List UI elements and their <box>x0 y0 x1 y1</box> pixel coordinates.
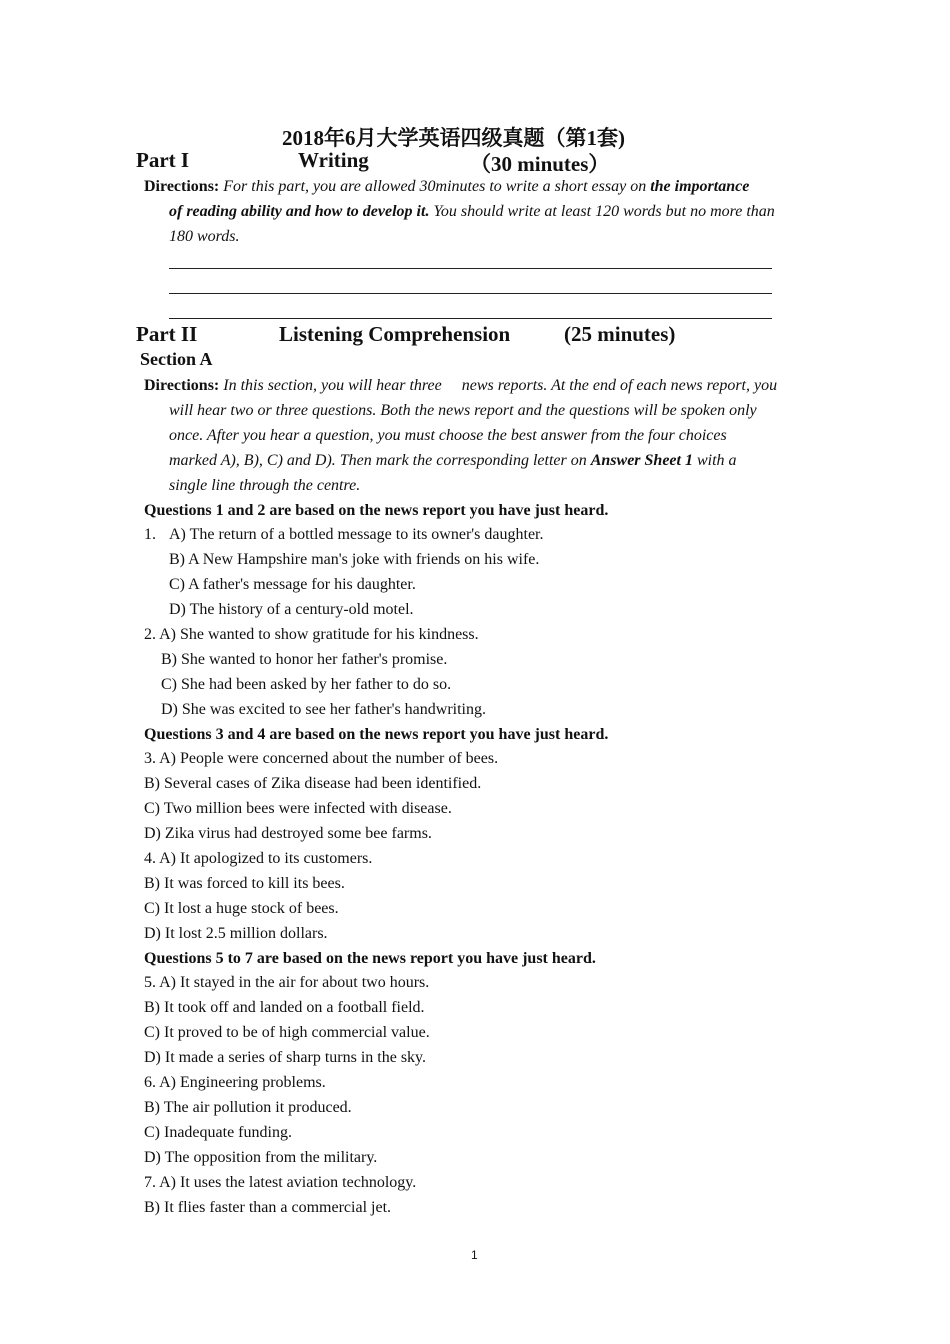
writing-line <box>169 293 772 294</box>
directions-text: For this part, you are allowed 30minutes to write a short essay on <box>223 178 647 195</box>
part1-label: Part I <box>136 148 190 172</box>
part1-directions-line3: 180 words. <box>169 228 240 245</box>
answer-option: C) Two million bees were infected with disease. <box>144 800 452 817</box>
part2-label: Part II <box>136 322 198 346</box>
part2-time: (25 minutes) <box>564 322 676 346</box>
answer-option: D) She was excited to see her father's handwriting. <box>161 701 486 718</box>
answer-option: 4. A) It apologized to its customers. <box>144 850 373 867</box>
answer-option: B) It flies faster than a commercial jet. <box>144 1199 392 1216</box>
directions-label: Directions: <box>144 377 220 394</box>
part2-directions-line: single line through the centre. <box>169 477 361 494</box>
question-group-heading: Questions 3 and 4 are based on the news report you have just heard. <box>144 726 609 743</box>
answer-option: D) It lost 2.5 million dollars. <box>144 925 328 942</box>
answer-option: C) It proved to be of high commercial value. <box>144 1024 430 1041</box>
essay-topic-cont: of reading ability and how to develop it. <box>169 203 430 220</box>
question-group-heading: Questions 5 to 7 are based on the news report you have just heard. <box>144 950 596 967</box>
answer-option: C) It lost a huge stock of bees. <box>144 900 339 917</box>
writing-line <box>169 318 772 319</box>
part2-name: Listening Comprehension <box>279 322 511 346</box>
answer-option: C) She had been asked by her father to do so. <box>161 676 452 693</box>
answer-option: B) It took off and landed on a football field. <box>144 999 425 1016</box>
answer-option: 7. A) It uses the latest aviation technology. <box>144 1174 417 1191</box>
answer-option: B) The air pollution it produced. <box>144 1099 352 1116</box>
part2-directions-line: once. After you hear a question, you must choose the best answer from the four choices <box>169 427 727 444</box>
answer-option: D) The history of a century-old motel. <box>169 601 414 618</box>
answer-sheet-ref: Answer Sheet 1 <box>590 452 693 469</box>
answer-option: B) It was forced to kill its bees. <box>144 875 345 892</box>
answer-option: C) Inadequate funding. <box>144 1124 292 1141</box>
part2-directions-line: will hear two or three questions. Both the news report and the questions will be spoken only <box>169 402 757 419</box>
writing-line <box>169 268 772 269</box>
answer-option: 5. A) It stayed in the air for about two hours. <box>144 974 430 991</box>
section-heading: Section A <box>140 349 213 369</box>
answer-option: 2. A) She wanted to show gratitude for his kindness. <box>144 626 479 643</box>
part2-directions-line <box>169 448 737 473</box>
page-number: 1 <box>471 1248 478 1262</box>
essay-topic: the importance <box>650 178 750 195</box>
directions-label: Directions: <box>144 178 220 195</box>
part1-directions <box>144 174 749 199</box>
answer-option: B) A New Hampshire man's joke with friends on his wife. <box>169 551 540 568</box>
answer-option: 3. A) People were concerned about the number of bees. <box>144 750 499 767</box>
part1-name: Writing <box>298 148 369 172</box>
directions-text-cont: You should write at least 120 words but no more than <box>433 203 775 220</box>
part2-directions <box>144 373 777 398</box>
directions-text: In this section, you will hear three news reports. At the end of each news report, you <box>223 377 778 394</box>
directions-text: with a <box>696 452 737 469</box>
answer-option: B) She wanted to honor her father's promise. <box>161 651 448 668</box>
part1-directions-line2 <box>169 199 775 224</box>
answer-option: A) The return of a bottled message to its owner's daughter. <box>169 526 544 543</box>
answer-option: B) Several cases of Zika disease had been identified. <box>144 775 482 792</box>
answer-option: D) The opposition from the military. <box>144 1149 378 1166</box>
part1-time: （30 minutes） <box>470 152 610 176</box>
answer-option: C) A father's message for his daughter. <box>169 576 416 593</box>
directions-text: marked A), B), C) and D). Then mark the corresponding letter on <box>169 452 587 469</box>
page-title: 2018年6月大学英语四级真题（第1套) <box>282 126 625 150</box>
answer-option: D) It made a series of sharp turns in the sky. <box>144 1049 426 1066</box>
answer-option: 6. A) Engineering problems. <box>144 1074 326 1091</box>
question-number: 1. <box>144 526 156 543</box>
answer-option: D) Zika virus had destroyed some bee farms. <box>144 825 432 842</box>
question-group-heading: Questions 1 and 2 are based on the news report you have just heard. <box>144 502 609 519</box>
